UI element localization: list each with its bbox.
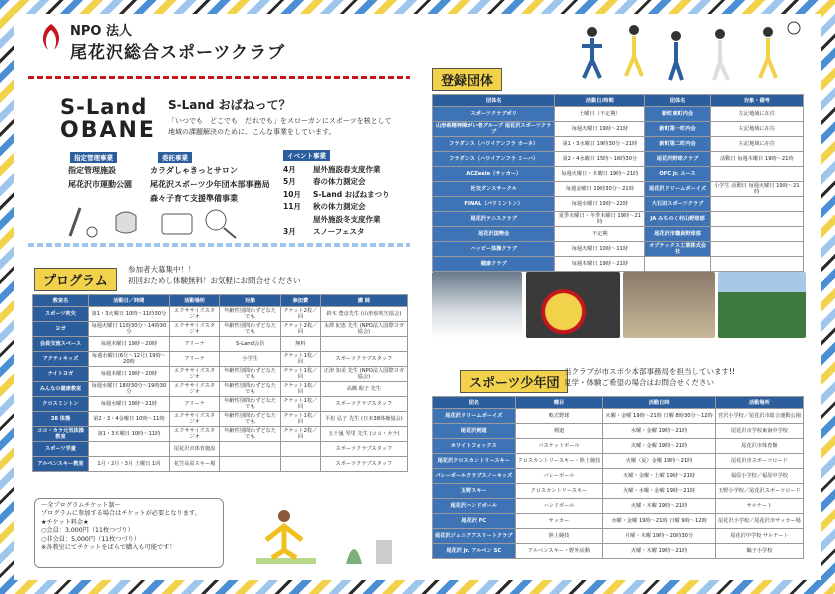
table-row: ACZeele（サッカー） 毎週火曜日・木曜日 19時～21時 OFC Jr. ユース (433, 167, 804, 182)
photo-rackets (526, 272, 620, 338)
athletes-illustration-icon (572, 20, 804, 90)
table-row: FINAL（バドミントン） 毎週水曜日 19時～22時 大石田スポーツクラブ (433, 197, 804, 212)
org-prefix: NPO 法人 (70, 24, 132, 39)
table-row: アルペンスキー教室 1月・2月・3月 土曜日 1回 花笠高原スキー場 スポーツクラブスタッフ (33, 457, 408, 472)
table-row: ナイトヨガ 毎週木曜日 19時～20時 エクササイズスタジオ 年齢性別問わずどなたでも チケット1枚／回 正津 知美 先生 (NPO法人国際ヨガ協会) (33, 367, 408, 382)
table-row: 尾花沢ジュニアアスリートクラブ 陸上競技 月曜・木曜 19時～20時30分 尾花沢中学校 サルナート (433, 529, 804, 544)
intro-text: 「いつでも どこでも だれでも」をスローガンにスポーツを核として地域の課題解決のために、こんな事業をしています。 (168, 117, 392, 136)
table-row: 山形県精神障がい者グループ 尾花沢スポーツクラブ 毎週火曜日 19時～21時 新町第一町内会 左記地域に在住 (433, 122, 804, 137)
col-header: 参加費 (281, 295, 321, 307)
table-row: 尾花沢国勢会 不定期 尾花沢市職員野球部 (433, 227, 804, 242)
table-row: 尾花沢 Jr. アルペン SC アルペンスキー・野外活動 火曜・木曜 19時～21時 鶴子小学校 (433, 544, 804, 559)
table-row: 尾花沢剣道 剣道 水曜・金曜 19時～21時 尾花沢市学校東南中学校 (433, 424, 804, 439)
col-header: 団体名 (645, 95, 710, 107)
table-row: 尾花沢クロスカントリースキー クロスカントリースキー・陸上競技 火曜（夏）金曜 19時～21時 尾花沢市スポーツロード (433, 454, 804, 469)
table-row: 健康クラブ 毎週木曜日 19時～21時 (433, 257, 804, 272)
col-header: 活動日／時間 (88, 295, 169, 307)
org-name: 尾花沢総合スポーツクラブ (70, 43, 286, 63)
table-row: フラダンス（ハワイアンフラ カーネ） 第1・3水曜日 19時30分～21時 新町第二町内会 左記地域に在住 (433, 137, 804, 152)
table-row: みんなの健康教室 毎週水曜日 18時30分～19時30分 エクササイズスタジオ 年齢性別問わずどなたでも チケット1枚／回 高橋 昭子 先生 (33, 382, 408, 397)
col-header: 種目 (515, 397, 603, 409)
table-row: ヨガ 毎週火曜日 11時30分～14時30分 エクササイズスタジオ 年齢性別問わずどなたでも チケット2枚／回 永澤 紀恵 先生 (NPO法人国際ヨガ協会) (33, 322, 408, 337)
col-header: 団名 (433, 397, 516, 409)
groups-title: 登録団体 (432, 68, 502, 91)
col-header: 活動日/時間 (555, 95, 645, 107)
table-row: 尾花沢ハンドボール ハンドボール 火曜・木曜 19時～21時 サルナート (433, 499, 804, 514)
events-list: 4月 屋外施設春支度作業 5月 春の体力測定会 10月 S-Land おばねまつり 11月 秋の体力測定会 屋外施設冬支度作業 3月 スノーフェスタ (283, 165, 390, 237)
yoga-illustration-icon (236, 500, 406, 570)
table-row: 尾花沢 FC サッカー 水曜・金曜 19時～21時 日曜 9時～12時 尾花沢小学校／尾花沢市サッカー場 (433, 514, 804, 529)
designated-list: 指定管理施設 尾花沢市運動公園 (68, 166, 132, 189)
table-row: 社交ダンスサークル 毎週金曜日 19時30分～21時 尾花沢ドリームボーイズ 小学生 活動日 毎週火曜日 19時～21時 (433, 182, 804, 197)
table-row: ハッピー体操クラブ 毎週火曜日 10時～11時 オプテックス工業株式会社 (433, 242, 804, 257)
table-row: スポーツクラブポリ 土曜日（不定期） 新町東町内会 左記地域に在住 (433, 107, 804, 122)
col-header: 対象・備考 (710, 95, 803, 107)
col-header: 団体名 (433, 95, 555, 107)
col-header: 活動場所 (715, 397, 803, 409)
table-row: スポーツ学童 尾花沢市体育施設 スポーツクラブスタッフ (33, 442, 408, 457)
youth-title: スポーツ少年団 (460, 370, 568, 393)
table-row: ホワイトフォックス バスケットボール 火曜・金曜 19時～21時 尾花沢市体育館 (433, 439, 804, 454)
groups-table (432, 94, 804, 272)
table-row: 尾花沢ドリームボーイズ 軟式野球 火曜・金曜 19時～21時 日曜 8時30分～12時 宮沢小学校／尾花沢市総合運動公園 (433, 409, 804, 424)
table-row: 玉野スキー クロスカントリースキー 火曜・水曜・金曜 19時～21時 玉野小学校／尾花沢スポーツロード (433, 484, 804, 499)
photo-ski-kids (432, 272, 522, 338)
col-header: 活動場所 (169, 295, 219, 307)
ticket-info-box: ～全プログラムチケット制～ プログラムに参加する場合はチケットが必要となります。 ★チケット料金★ ○会員：3,000円（11枚つづり） ○非会員：5,000円（11枚つづり） ※各教室にてチケットをばらで購入も可能です！ (34, 498, 224, 568)
commission-list: カラダしゃきっとサロン 尾花沢スポーツ少年団本部事務局 森々子育て支援準備事業 (150, 166, 270, 203)
npo-logo-icon (38, 22, 64, 54)
table-row: 尾花沢テニスクラブ 夏季火曜日・冬季木曜日 19時～21時 JA みちのく村山野球部 (433, 212, 804, 227)
col-header: 活動日時 (603, 397, 715, 409)
program-title: プログラム (34, 268, 117, 291)
photo-field (718, 272, 806, 338)
col-header: 対象 (220, 295, 281, 307)
program-note: 参加者大募集中！！ 初回おためし体験無料！お気軽にお問合せください (128, 265, 301, 285)
table-row: フラダンス（ハワイアンフラ ミーハ） 第2・4水曜日 15時～16時30分 尾花沢野球クラブ 活動日 毎週木曜日 19時～21時 (433, 152, 804, 167)
divider (28, 76, 410, 79)
logo-obane: OBANE (60, 118, 156, 143)
table-row: 会員交流スペース 毎週木曜日 19時～20時 アリーナ S-Land会員 無料 (33, 337, 408, 352)
designated-tag: 指定管理事業 (70, 152, 117, 163)
intro-title: S-Land おばねって？ (168, 98, 291, 112)
col-header: 講 師 (320, 295, 407, 307)
table-row: バレーボールクラブスノーキッズ バレーボール 火曜・金曜・土曜 19時～21時 福原小学校／福原中学校 (433, 469, 804, 484)
commission-tag: 委託事業 (158, 152, 192, 163)
youth-table (432, 396, 804, 559)
table-row: ココ・カラ元気体操教室 第1・3木曜日 10時～11時 エクササイズスタジオ 年齢性別問わずどなたでも チケット2枚／回 五十嵐 琴里 先生 (ココ・カラ) (33, 427, 408, 442)
table-row: 38 体操 第2・3・4金曜日 10時～11時 エクササイズスタジオ 年齢性別問わずどなたでも チケット1枚／回 平松 弘子 先生 (日本38体操協会) (33, 412, 408, 427)
table-row: クロスミントン 毎週水曜日 19時～21時 アリーナ 年齢性別問わずどなたでも チケット1枚／回 スポーツクラブスタッフ (33, 397, 408, 412)
program-table (32, 294, 408, 472)
logo-sland: S-Land (60, 95, 148, 119)
sports-equipment-icon (66, 206, 244, 240)
photo-gym (623, 272, 715, 338)
col-header: 教室名 (33, 295, 89, 307)
table-row: スポーツ吹矢 第1・3火曜日 10時～11時30分 エクササイズスタジオ 年齢性別問わずどなたでも チケット2枚／回 鈴木 豊彦先生 (山形県吹矢協会) (33, 307, 408, 322)
divider (28, 243, 410, 247)
table-row: アクティキッズ 毎週水曜日(6月～12月) 19時～20時 アリーナ 小学生 チケット1枚／回 スポーツクラブスタッフ (33, 352, 408, 367)
events-tag: イベント事業 (283, 150, 330, 161)
youth-note: 当クラブが市スポ少本部事務局を担当しています!! 見学・体験ご希望の場合はお問合せください (564, 367, 736, 387)
